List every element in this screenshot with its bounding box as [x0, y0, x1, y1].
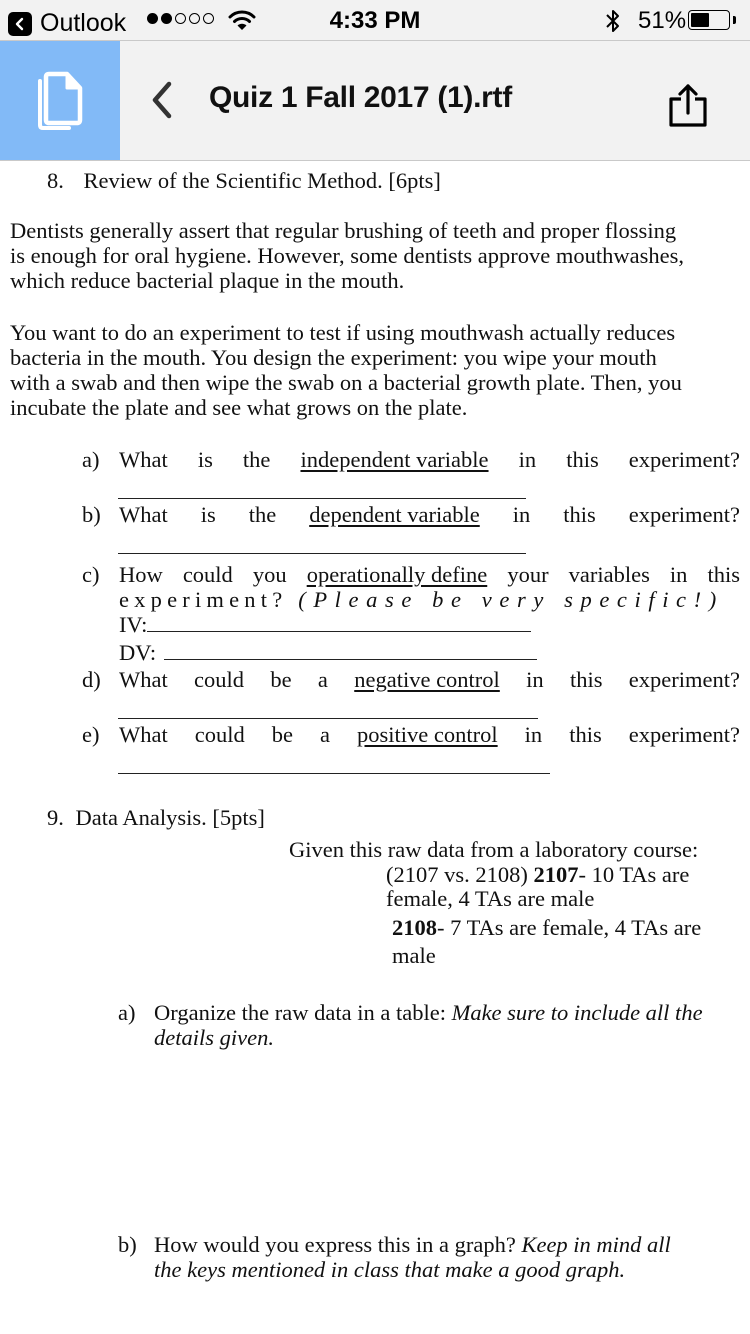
text-fragment: Keep in mind all	[521, 1232, 671, 1257]
answer-blank-b[interactable]	[118, 552, 526, 554]
text-fragment: be	[271, 722, 294, 747]
battery-fill	[691, 13, 709, 27]
document-header	[0, 40, 750, 161]
answer-blank-a[interactable]	[118, 497, 526, 499]
q9-item-b-label: b)	[118, 1232, 137, 1257]
battery-percent: 51%	[638, 7, 687, 34]
text-fragment: details given.	[154, 1025, 274, 1050]
text-fragment: - 10 TAs are	[578, 862, 690, 887]
q8-item-a-question	[119, 447, 740, 472]
q8-item-b-question	[119, 502, 740, 527]
text-fragment: How	[119, 562, 163, 587]
text-fragment: in	[518, 447, 537, 472]
q9-title: Data Analysis. [5pts]	[75, 805, 265, 830]
text-fragment: you	[252, 562, 287, 587]
text-fragment: 2108	[392, 915, 437, 940]
text-fragment: What	[119, 447, 168, 472]
text-fragment: the	[242, 447, 271, 472]
paragraph-line: is enough for oral hygiene. However, some dentists approve mouthwashes,	[10, 243, 684, 268]
text-fragment: your	[507, 562, 549, 587]
q8-item-c-question	[119, 562, 740, 587]
text-fragment: a	[320, 722, 331, 747]
q8-title: Review of the Scientific Method. [6pts]	[83, 168, 441, 193]
text-fragment: in	[524, 722, 543, 747]
text-fragment: the keys mentioned in class that make a good graph.	[154, 1257, 626, 1282]
q8-paragraph-2	[10, 320, 682, 420]
text-fragment: is	[197, 447, 213, 472]
text-fragment: a	[317, 667, 328, 692]
text-fragment: variables	[568, 562, 650, 587]
q8-item-c-label: c)	[82, 562, 100, 587]
text-fragment: this	[569, 722, 602, 747]
term-positive-control: positive control	[357, 722, 498, 747]
q8-item-a-label: a)	[82, 447, 100, 472]
iv-label: IV:	[119, 612, 148, 637]
q8-heading	[47, 168, 441, 193]
text-fragment: experiment?	[628, 447, 740, 472]
text-fragment: experiment?	[119, 587, 288, 612]
text-fragment: Organize the raw data in a table:	[154, 1000, 452, 1025]
q9-data-line-1	[386, 862, 689, 887]
term-independent-variable: independent variable	[300, 447, 489, 472]
q9-table-answer-area[interactable]	[118, 1060, 738, 1220]
back-app-label: Outlook	[40, 9, 127, 37]
bluetooth-icon	[605, 8, 621, 39]
battery-icon	[688, 10, 730, 30]
q9-number: 9.	[47, 805, 64, 830]
q8-item-d-question	[119, 667, 740, 692]
text-fragment: in	[669, 562, 688, 587]
q9-item-b-text	[154, 1232, 671, 1282]
q8-item-c-line2	[119, 587, 740, 612]
text-fragment: experiment?	[628, 667, 740, 692]
term-operationally-define: operationally define	[306, 562, 488, 587]
status-bar	[0, 0, 750, 40]
text-fragment: experiment?	[628, 722, 740, 747]
text-fragment: (2107 vs. 2108)	[386, 862, 534, 887]
text-fragment: What	[119, 667, 168, 692]
clock: 4:33 PM	[329, 7, 421, 34]
document-title: Quiz 1 Fall 2017 (1).rtf	[209, 81, 512, 114]
answer-blank-e[interactable]	[118, 772, 550, 774]
text-fragment: this	[569, 667, 603, 692]
text-fragment: What	[119, 502, 168, 527]
paragraph-line: incubate the plate and see what grows on the plate.	[10, 395, 468, 420]
q9-given: Given this raw data from a laboratory course:	[289, 837, 699, 862]
back-chevron-icon[interactable]	[150, 81, 174, 124]
battery-nub	[733, 16, 736, 24]
iv-field	[119, 612, 531, 637]
term-negative-control: negative control	[354, 667, 500, 692]
paragraph-line: which reduce bacterial plaque in the mouth.	[10, 268, 405, 293]
answer-blank-iv[interactable]	[147, 630, 531, 632]
answer-blank-dv[interactable]	[164, 658, 537, 660]
dv-field	[119, 640, 537, 665]
text-fragment: this	[566, 447, 599, 472]
text-fragment: in	[512, 502, 531, 527]
document-icon	[35, 71, 85, 131]
specific-note: (Please be very specific!)	[298, 587, 724, 612]
q8-number: 8.	[47, 168, 64, 193]
text-fragment: could	[182, 562, 233, 587]
q8-item-b-label: b)	[82, 502, 101, 527]
text-fragment: 2107	[533, 862, 579, 887]
text-fragment: the	[248, 502, 277, 527]
q9-heading	[47, 805, 265, 830]
q8-item-e-label: e)	[82, 722, 100, 747]
paragraph-line: with a swab and then wipe the swab on a bacterial growth plate. Then, you	[10, 370, 682, 395]
text-fragment: be	[270, 667, 292, 692]
q8-item-d-label: d)	[82, 667, 101, 692]
text-fragment: Make sure to include all the	[451, 1000, 703, 1025]
answer-blank-d[interactable]	[118, 717, 538, 719]
q8-paragraph-1	[10, 218, 684, 293]
text-fragment: - 7 TAs are female, 4 TAs are	[437, 915, 702, 940]
text-fragment: this	[563, 502, 596, 527]
q9-item-a-text	[154, 1000, 703, 1050]
q9-data-line-2: female, 4 TAs are male	[386, 886, 595, 911]
text-fragment: this	[707, 562, 740, 587]
document-tile[interactable]	[0, 41, 120, 160]
text-fragment: How would you express this in a graph?	[154, 1232, 522, 1257]
q9-data-line-3	[392, 915, 701, 940]
text-fragment: What	[119, 722, 168, 747]
paragraph-line: You want to do an experiment to test if using mouthwash actually reduces	[10, 320, 676, 345]
text-fragment: in	[526, 667, 544, 692]
text-fragment: could	[194, 722, 245, 747]
q9-item-a-label: a)	[118, 1000, 136, 1025]
text-fragment: experiment?	[628, 502, 740, 527]
q8-item-e-question	[119, 722, 740, 747]
dv-label: DV:	[119, 640, 157, 665]
paragraph-line: Dentists generally assert that regular brushing of teeth and proper flossing	[10, 218, 677, 243]
q9-data-line-4: male	[392, 943, 436, 968]
text-fragment: could	[194, 667, 245, 692]
term-dependent-variable: dependent variable	[309, 502, 480, 527]
text-fragment: is	[200, 502, 216, 527]
paragraph-line: bacteria in the mouth. You design the experiment: you wipe your mouth	[10, 345, 657, 370]
